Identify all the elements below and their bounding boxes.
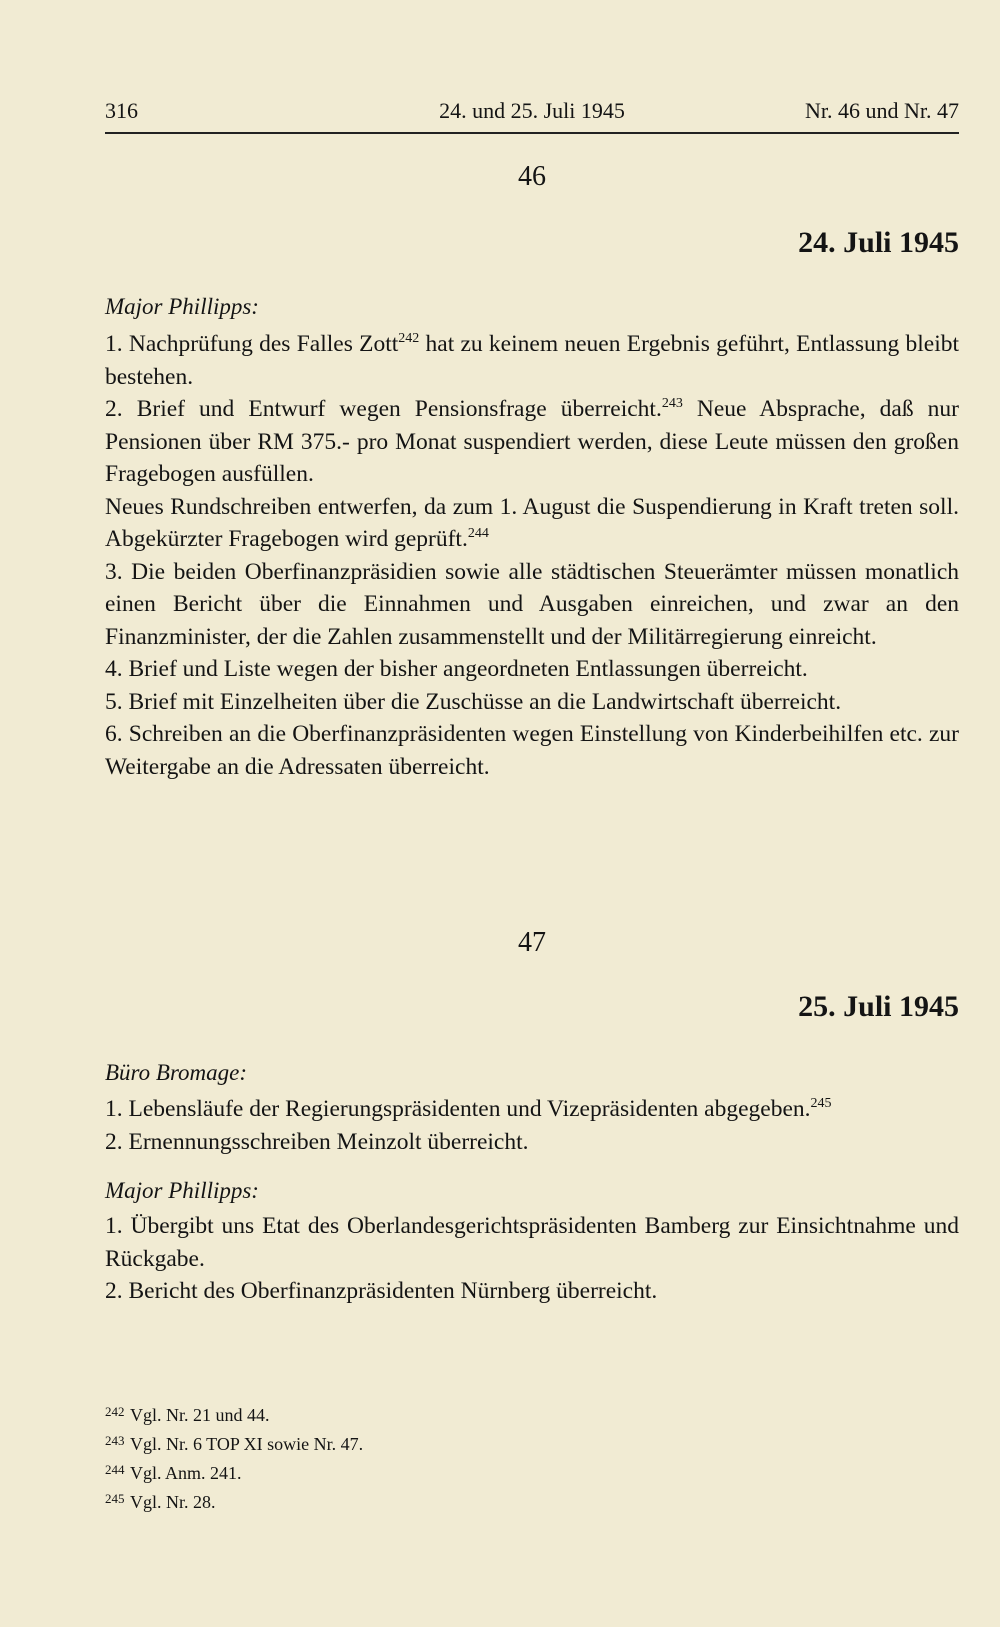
paragraph-text: 2. Bericht des Oberfinanzpräsidenten Nürnberg überreicht. <box>105 1278 658 1304</box>
footnote-reference: 245 <box>810 1096 832 1111</box>
paragraph-text: 3. Die beiden Oberfinanzpräsidien sowie alle städtischen Steuerämter müssen monatlich einen Bericht über die Einnahmen und Ausgaben einreichen, und zwar an den Finanzminister, der die Zahlen zusammenstellt und der Militärregierung einreicht. <box>105 558 959 650</box>
paragraph-text: 2. Brief und Entwurf wegen Pensionsfrage überreicht. <box>105 396 662 422</box>
paragraph <box>105 1210 959 1275</box>
footnote-reference: 242 <box>398 331 420 346</box>
paragraph <box>105 653 959 686</box>
footnote-number: 245 <box>105 1491 125 1506</box>
doc-46-date: 24. Juli 1945 <box>798 226 959 259</box>
paragraph-text: 1. Übergibt uns Etat des Oberlandesgerichtspräsidenten Bamberg zur Einsichtnahme und Rückgabe. <box>105 1213 959 1272</box>
footnote-text: Vgl. Nr. 28. <box>130 1492 216 1512</box>
footnote-text: Vgl. Nr. 6 TOP XI sowie Nr. 47. <box>130 1434 364 1454</box>
paragraph-text: Neues Rundschreiben entwerfen, da zum 1. August die Suspendierung in Kraft treten soll. Abgekürzter Fragebogen wird geprüft. <box>105 493 959 552</box>
footnote <box>105 1399 959 1428</box>
footnote <box>105 1428 959 1457</box>
footnote-text: Vgl. Nr. 21 und 44. <box>130 1405 270 1425</box>
paragraph <box>105 1275 959 1308</box>
doc-46-body <box>105 328 959 783</box>
paragraph <box>105 1126 959 1159</box>
paragraph <box>105 393 959 491</box>
paragraph <box>105 686 959 719</box>
paragraph-text: 6. Schreiben an die Oberfinanzpräsidenten wegen Einstellung von Kinderbeihilfen etc. zur Weitergabe an die Adressaten überreicht. <box>105 721 959 780</box>
header-doc-numbers: Nr. 46 und Nr. 47 <box>805 98 959 123</box>
paragraph-text: 1. Nachprüfung des Falles Zott <box>105 331 399 357</box>
paragraph <box>105 1093 959 1126</box>
doc-47-date: 25. Juli 1945 <box>798 990 959 1023</box>
doc-47-number: 47 <box>518 927 546 958</box>
footnote-text: Vgl. Anm. 241. <box>130 1463 242 1483</box>
paragraph <box>105 328 959 393</box>
doc-46-speaker: Major Phillipps: <box>105 294 259 319</box>
footnote-number: 244 <box>105 1462 125 1477</box>
paragraph-text: 1. Lebensläufe der Regierungspräsidenten und Vizepräsidenten abgegeben. <box>105 1096 811 1122</box>
doc-47-body-1 <box>105 1093 959 1158</box>
page-number: 316 <box>105 98 138 123</box>
paragraph-text-continued: hat zu keinem neuen Ergebnis geführt, Entlassung bleibt bestehen. <box>105 331 959 390</box>
paragraph-text: 4. Brief und Liste wegen der bisher angeordneten Entlassungen überreicht. <box>105 656 808 682</box>
paragraph <box>105 556 959 654</box>
footnote-reference: 243 <box>661 396 683 411</box>
footnote-number: 242 <box>105 1404 125 1419</box>
paragraph-text-continued: Neue Absprache, daß nur Pensionen über RM 375.- pro Monat suspendiert werden, diese Leute müssen den großen Fragebogen ausfüllen. <box>105 396 959 487</box>
paragraph-text: 2. Ernennungsschreiben Meinzolt überreicht. <box>105 1128 529 1155</box>
footnote-reference: 244 <box>467 526 489 541</box>
footnote-number: 243 <box>105 1433 125 1448</box>
doc-47-speaker-2: Major Phillipps: <box>105 1178 259 1203</box>
paragraph-text: 5. Brief mit Einzelheiten über die Zuschüsse an die Landwirtschaft überreicht. <box>105 688 842 715</box>
paragraph <box>105 718 959 783</box>
paragraph <box>105 491 959 556</box>
header-dates: 24. und 25. Juli 1945 <box>439 98 625 123</box>
doc-47-body-2 <box>105 1210 959 1308</box>
footnotes <box>105 1399 959 1515</box>
doc-47-speaker-1: Büro Bromage: <box>105 1060 248 1085</box>
footnote <box>105 1486 959 1515</box>
running-header <box>105 96 959 134</box>
doc-46-number: 46 <box>518 161 546 192</box>
footnote <box>105 1457 959 1486</box>
